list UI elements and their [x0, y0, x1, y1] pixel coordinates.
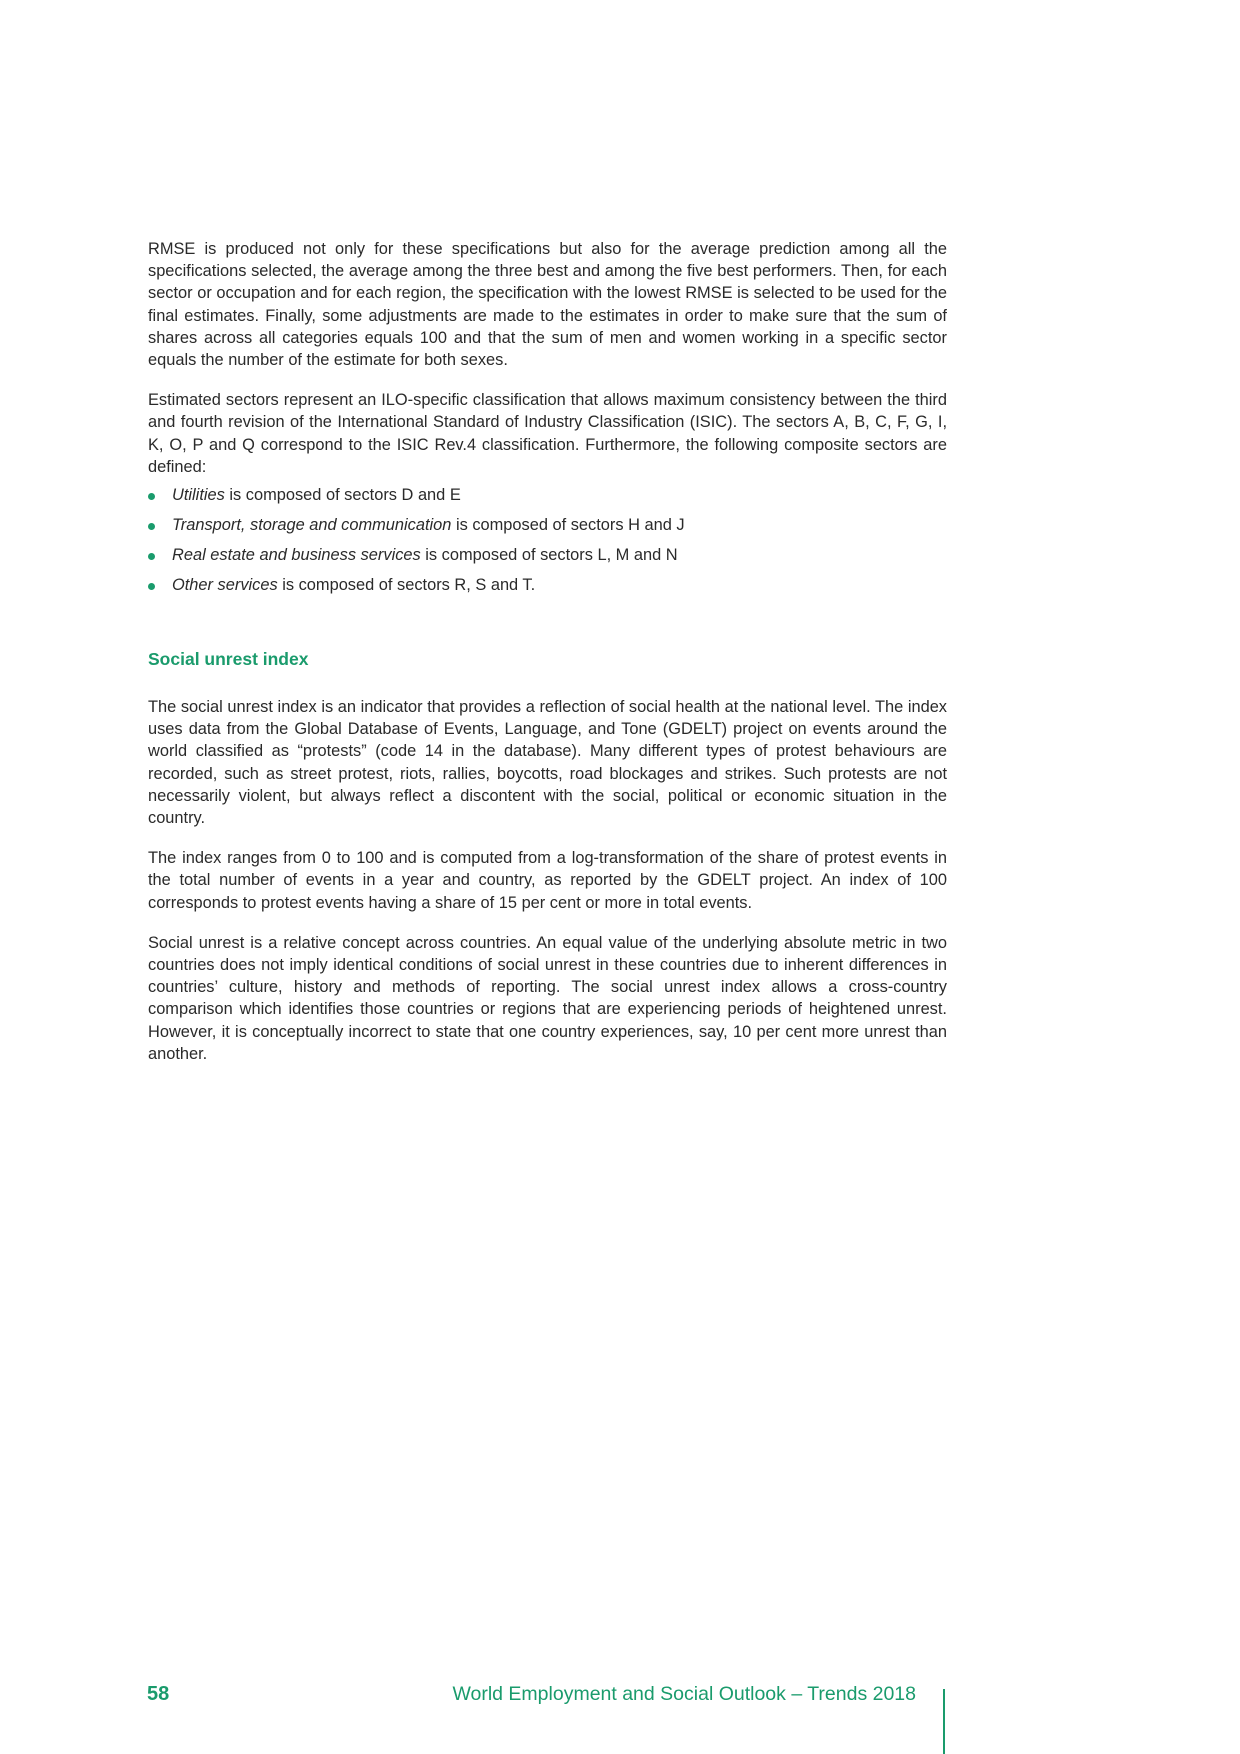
- bullet-icon: [148, 553, 155, 560]
- composite-sectors-list: [148, 484, 947, 596]
- section-heading: Social unrest index: [148, 648, 309, 669]
- paragraph-unrest-definition: The social unrest index is an indicator that provides a reflection of social health at the national level. The index uses data from the Global Database of Events, Language, and Tone (GDELT) project on events around the world classified as “protests” (code 14 in the database). Many different types of protest behaviours are recorded, such as street protest, riots, rallies, boycotts, road blockages and strikes. Such protests are not necessarily violent, but always reflect a discontent with the social, political or economic situation in the country.: [148, 697, 947, 827]
- page-content: [148, 238, 947, 1083]
- footer-divider: [943, 1689, 945, 1754]
- paragraph-unrest-relative: Social unrest is a relative concept across countries. An equal value of the underlying absolute metric in two countries does not imply identical conditions of social unrest in these countries due to inherent differences in countries’ culture, history and methods of reporting. The social unrest index allows a cross-country comparison which identifies those countries or regions that are experiencing periods of heightened unrest. However, it is conceptually incorrect to state that one country experiences, say, 10 per cent more unrest than another.: [148, 933, 947, 1063]
- bullet-text: is composed of sectors L, M and N: [420, 545, 678, 564]
- bullet-icon: [148, 583, 155, 590]
- bullet-text: is composed of sectors H and J: [451, 515, 685, 534]
- bullet-term: Transport, storage and communication: [172, 515, 452, 534]
- page-number: 58: [147, 1683, 170, 1705]
- paragraph-rmse: RMSE is produced not only for these specifications but also for the average prediction among all the specifications selected, the average among the three best and among the five best performers. Then, for each sector or occupation and for each region, the specification with the lowest RMSE is selected to be used for the final estimates. Finally, some adjustments are made to the estimates in order to make sure that the sum of shares across all categories equals 100 and that the sum of men and women working in a specific sector equals the number of the estimate for both sexes.: [148, 240, 947, 370]
- list-item: [148, 484, 947, 506]
- list-item: [148, 544, 947, 566]
- bullet-term: Utilities: [172, 486, 225, 505]
- bullet-term: Real estate and business services: [172, 545, 421, 564]
- bullet-term: Other services: [172, 575, 278, 594]
- list-item: [148, 574, 947, 596]
- bullet-text: is composed of sectors D and E: [224, 486, 461, 505]
- list-item: [148, 514, 947, 536]
- bullet-text: is composed of sectors R, S and T.: [277, 575, 536, 594]
- bullet-icon: [148, 523, 155, 530]
- paragraph-sectors: Estimated sectors represent an ILO-specific classification that allows maximum consistency between the third and fourth revision of the International Standard of Industry Classification (ISIC). The sectors A, B, C, F, G, I, K, O, P and Q correspond to the ISIC Rev.4 classification. Furthermore, the following composite sectors are defined:: [148, 391, 947, 476]
- bullet-icon: [148, 493, 155, 500]
- paragraph-unrest-range: The index ranges from 0 to 100 and is computed from a log-transformation of the share of protest events in the total number of events in a year and country, as reported by the GDELT project. An index of 100 corresponds to protest events having a share of 15 per cent or more in total events.: [148, 849, 947, 912]
- publication-title: World Employment and Social Outlook – Trends 2018: [452, 1683, 916, 1705]
